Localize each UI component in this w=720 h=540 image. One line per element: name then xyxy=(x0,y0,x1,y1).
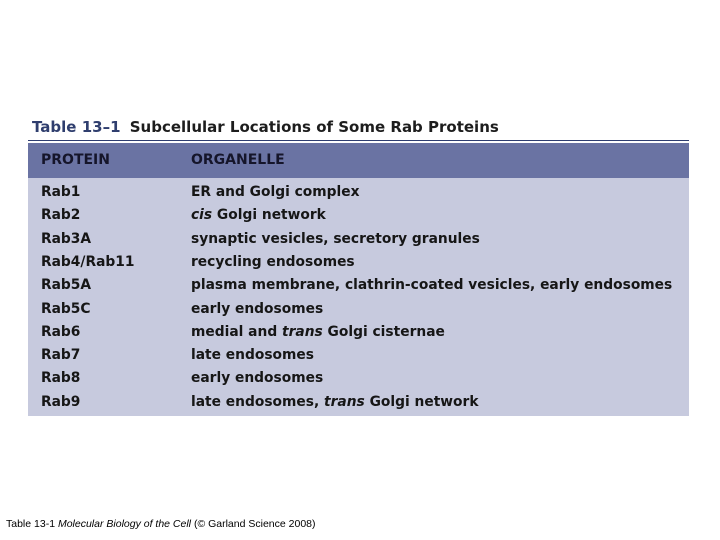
caption-book-title: Molecular Biology of the Cell xyxy=(57,518,192,530)
table-row xyxy=(28,181,689,204)
cell-protein: Rab5A xyxy=(41,277,92,294)
organelle-text: early endosomes xyxy=(191,370,324,387)
table-top-rule xyxy=(28,140,689,141)
caption-credit: (© Garland Science 2008) xyxy=(191,518,316,530)
table-row xyxy=(28,251,689,274)
figure-caption xyxy=(6,518,316,530)
cell-protein: Rab1 xyxy=(41,184,81,200)
cell-protein: Rab4/Rab11 xyxy=(41,253,135,270)
organelle-text: recycling endosomes xyxy=(191,253,355,270)
cell-organelle xyxy=(191,370,323,386)
header-protein: PROTEIN xyxy=(41,152,110,168)
cell-protein: Rab9 xyxy=(41,393,81,410)
organelle-text: late endosomes, xyxy=(191,393,325,410)
organelle-text: plasma membrane, clathrin-coated vesicles, early endosomes xyxy=(191,277,673,294)
cell-organelle xyxy=(191,347,314,363)
header-organelle: ORGANELLE xyxy=(191,152,285,168)
organelle-text: medial and xyxy=(191,323,282,340)
cell-organelle xyxy=(191,324,445,340)
organelle-text: late endosomes xyxy=(191,347,314,364)
cell-protein: Rab2 xyxy=(41,207,81,224)
organelle-italic-term: trans xyxy=(282,323,323,340)
table-number: Table 13–1 xyxy=(32,118,121,136)
table-title xyxy=(32,118,499,136)
cell-organelle xyxy=(191,277,672,293)
cell-organelle xyxy=(191,254,355,270)
table-row xyxy=(28,344,689,367)
cell-protein: Rab8 xyxy=(41,370,81,387)
cell-organelle xyxy=(191,301,323,317)
organelle-text: ER and Golgi complex xyxy=(191,184,360,200)
table-row xyxy=(28,391,689,414)
organelle-text: Golgi cisternae xyxy=(322,323,445,340)
caption-prefix: Table 13-1 xyxy=(6,518,58,530)
table-body xyxy=(28,178,689,416)
cell-protein: Rab6 xyxy=(41,323,81,340)
table-row xyxy=(28,204,689,227)
cell-organelle xyxy=(191,207,326,223)
organelle-text: synaptic vesicles, secretory granules xyxy=(191,230,480,247)
cell-organelle xyxy=(191,184,360,200)
cell-protein: Rab7 xyxy=(41,347,81,364)
organelle-text: Golgi network xyxy=(364,393,479,410)
cell-organelle xyxy=(191,231,480,247)
table-row xyxy=(28,367,689,390)
table-header xyxy=(28,143,689,178)
table-title-text: Subcellular Locations of Some Rab Proteins xyxy=(129,118,499,136)
table-row xyxy=(28,274,689,297)
cell-protein: Rab3A xyxy=(41,230,92,247)
organelle-italic-term: trans xyxy=(324,393,365,410)
cell-organelle xyxy=(191,394,479,410)
organelle-text: early endosomes xyxy=(191,300,324,317)
table-row xyxy=(28,298,689,321)
organelle-italic-term: cis xyxy=(191,207,213,224)
table-row xyxy=(28,321,689,344)
cell-protein: Rab5C xyxy=(41,300,91,317)
table-row xyxy=(28,228,689,251)
organelle-text: Golgi network xyxy=(212,207,326,224)
